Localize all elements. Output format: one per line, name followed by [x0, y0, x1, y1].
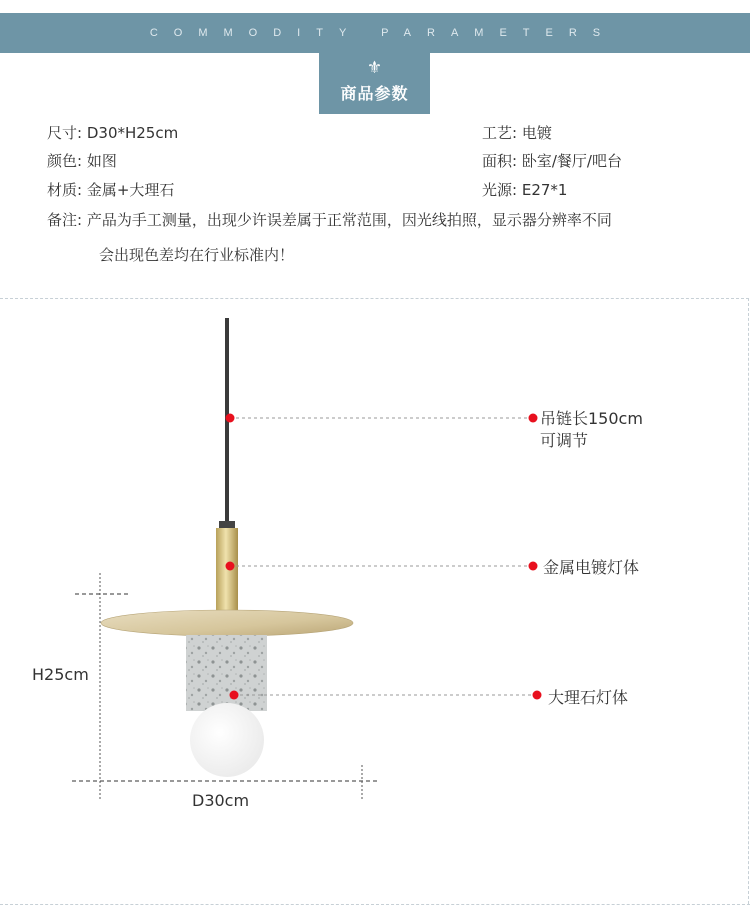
- disc-shade: [101, 610, 353, 636]
- marker-dot: [226, 562, 235, 571]
- param-label: 光源:: [482, 181, 518, 199]
- param-value: 电镀: [521, 124, 552, 142]
- marker-dot: [226, 414, 235, 423]
- param-label: 工艺:: [482, 124, 518, 142]
- param-value: 卧室/餐厅/吧台: [521, 152, 622, 170]
- note-line-2: 会出现色差均在行业标准内！: [99, 246, 295, 264]
- param-value: D30*H25cm: [86, 124, 179, 142]
- marker-dot: [230, 691, 239, 700]
- param-label: 尺寸:: [47, 124, 83, 142]
- callout-cord: [540, 408, 643, 452]
- param-value: 金属+大理石: [86, 181, 175, 199]
- marker-dot: [529, 562, 538, 571]
- callout-metal-body: 金属电镀灯体: [543, 558, 640, 577]
- callout-marble-body: 大理石灯体: [548, 688, 629, 707]
- callout-cord-line2: 可调节: [540, 431, 589, 450]
- banner-title: COMMODITY PARAMETERS: [149, 27, 617, 39]
- badge-title: 商品参数: [340, 84, 409, 103]
- note-label: 备注:: [47, 211, 83, 229]
- param-label: 颜色:: [47, 152, 83, 170]
- marble-block: [186, 635, 267, 711]
- cord-connector: [219, 521, 235, 529]
- param-value: 如图: [86, 152, 117, 170]
- light-bulb: [190, 703, 264, 777]
- height-label: H25cm: [32, 665, 89, 684]
- marker-dot: [529, 414, 538, 423]
- param-value: E27*1: [521, 181, 568, 199]
- param-label: 材质:: [47, 181, 83, 199]
- param-label: 面积:: [482, 152, 518, 170]
- diameter-label: D30cm: [192, 791, 250, 810]
- marker-dot: [533, 691, 542, 700]
- note-text-1: 产品为手工测量，出现少许误差属于正常范围，因光线拍照，显示器分辨率不同: [86, 211, 612, 229]
- callout-cord-line1: 吊链长150cm: [540, 409, 643, 428]
- fleur-de-lis-icon: ⚜: [366, 58, 383, 78]
